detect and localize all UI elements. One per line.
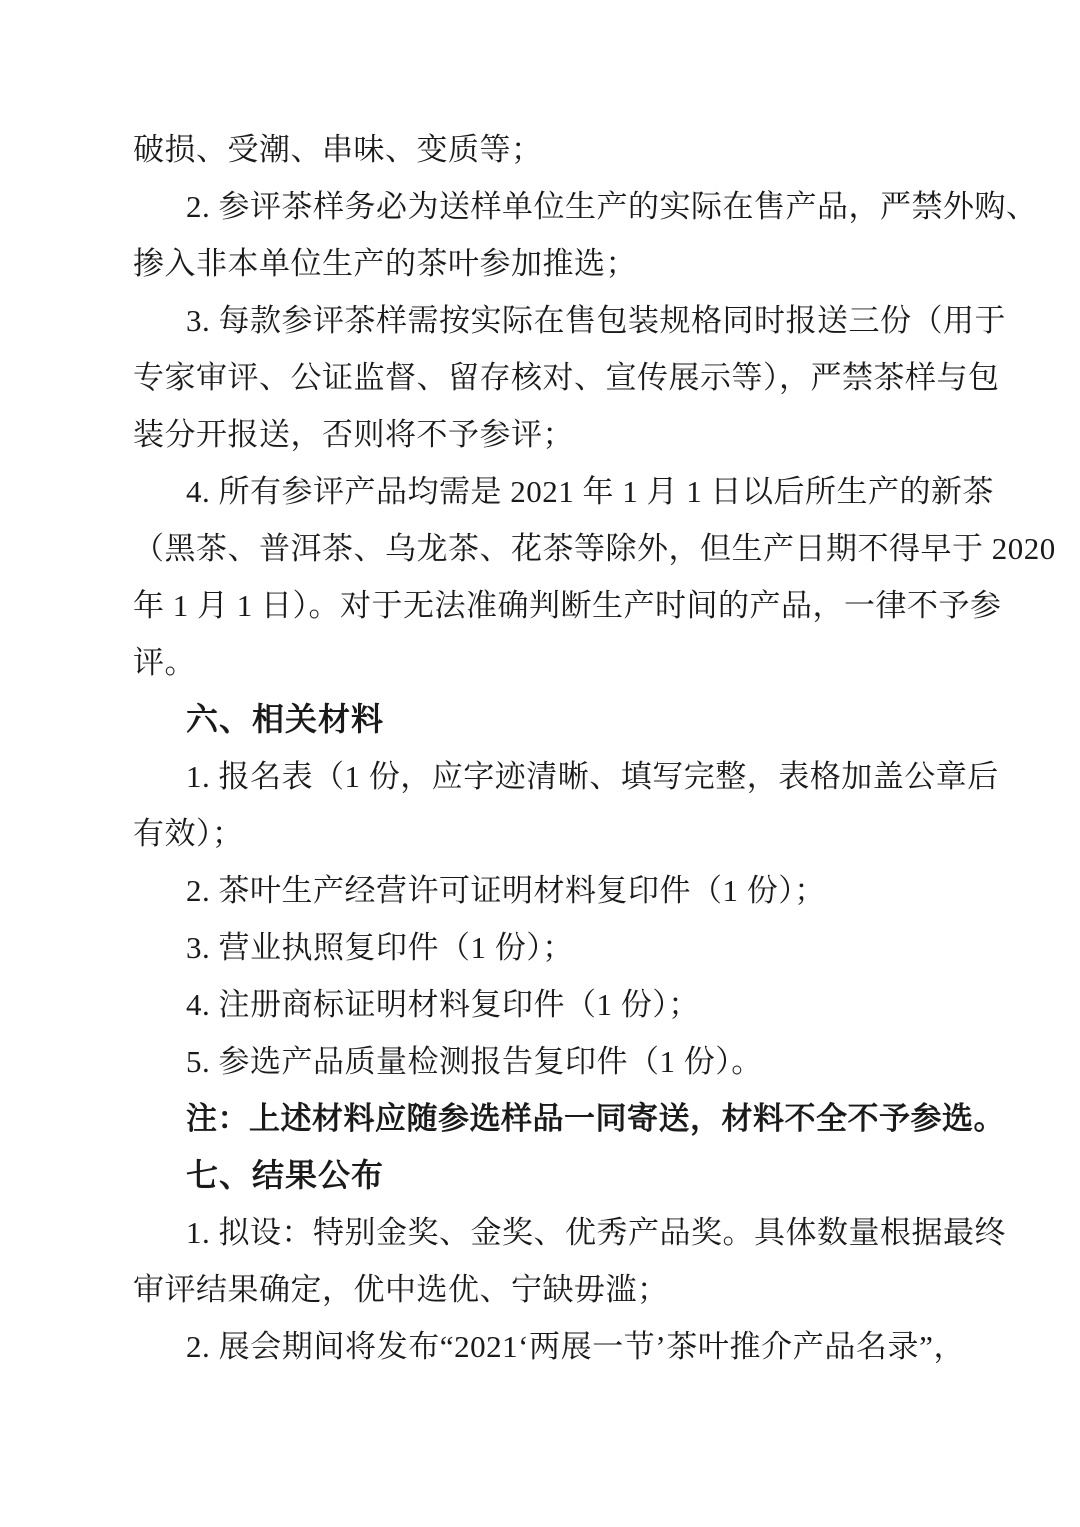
numbered-item-2: 2. 参评茶样务必为送样单位生产的实际在售产品，严禁外购、 xyxy=(186,189,1038,224)
numbered-item-3-continuation: 专家审评、公证监督、留存核对、宣传展示等），严禁茶样与包 xyxy=(133,360,1000,395)
paragraph-continuation-damage-clause: 破损、受潮、串味、变质等； xyxy=(133,132,543,167)
numbered-item-2-continuation: 掺入非本单位生产的茶叶参加推选； xyxy=(133,246,637,281)
result-item-1: 1. 拟设：特别金奖、金奖、优秀产品奖。具体数量根据最终 xyxy=(186,1215,1006,1250)
numbered-item-4-continuation-3: 评。 xyxy=(133,645,196,680)
material-item-1: 1. 报名表（1 份，应字迹清晰、填写完整，表格加盖公章后 xyxy=(186,759,999,794)
material-item-2: 2. 茶叶生产经营许可证明材料复印件（1 份）； xyxy=(186,873,826,908)
result-item-2: 2. 展会期间将发布“2021‘两展一节’茶叶推介产品名录”， xyxy=(186,1329,965,1364)
material-item-1-continuation: 有效）； xyxy=(133,816,244,851)
material-item-4: 4. 注册商标证明材料复印件（1 份）； xyxy=(186,987,700,1022)
material-item-5: 5. 参选产品质量检测报告复印件（1 份）。 xyxy=(186,1044,763,1079)
material-item-3: 3. 营业执照复印件（1 份）； xyxy=(186,930,574,965)
section-heading-results: 七、结果公布 xyxy=(186,1157,385,1193)
section-heading-related-materials: 六、相关材料 xyxy=(186,701,385,737)
result-item-1-continuation: 审评结果确定，优中选优、宁缺毋滥； xyxy=(133,1272,669,1307)
numbered-item-4-continuation: （黑茶、普洱茶、乌龙茶、花茶等除外，但生产日期不得早于 2020 xyxy=(133,531,1056,566)
note-line: 注：上述材料应随参选样品一同寄送，材料不全不予参选。 xyxy=(186,1101,1005,1136)
numbered-item-4-continuation-2: 年 1 月 1 日）。对于无法准确判断生产时间的产品，一律不予参 xyxy=(133,588,1002,623)
numbered-item-3: 3. 每款参评茶样需按实际在售包装规格同时报送三份（用于 xyxy=(186,303,1006,338)
document-page xyxy=(133,121,1056,1375)
numbered-item-4: 4. 所有参评产品均需是 2021 年 1 月 1 日以后所生产的新茶 xyxy=(186,474,994,509)
numbered-item-3-continuation-2: 装分开报送，否则将不予参评； xyxy=(133,417,574,452)
